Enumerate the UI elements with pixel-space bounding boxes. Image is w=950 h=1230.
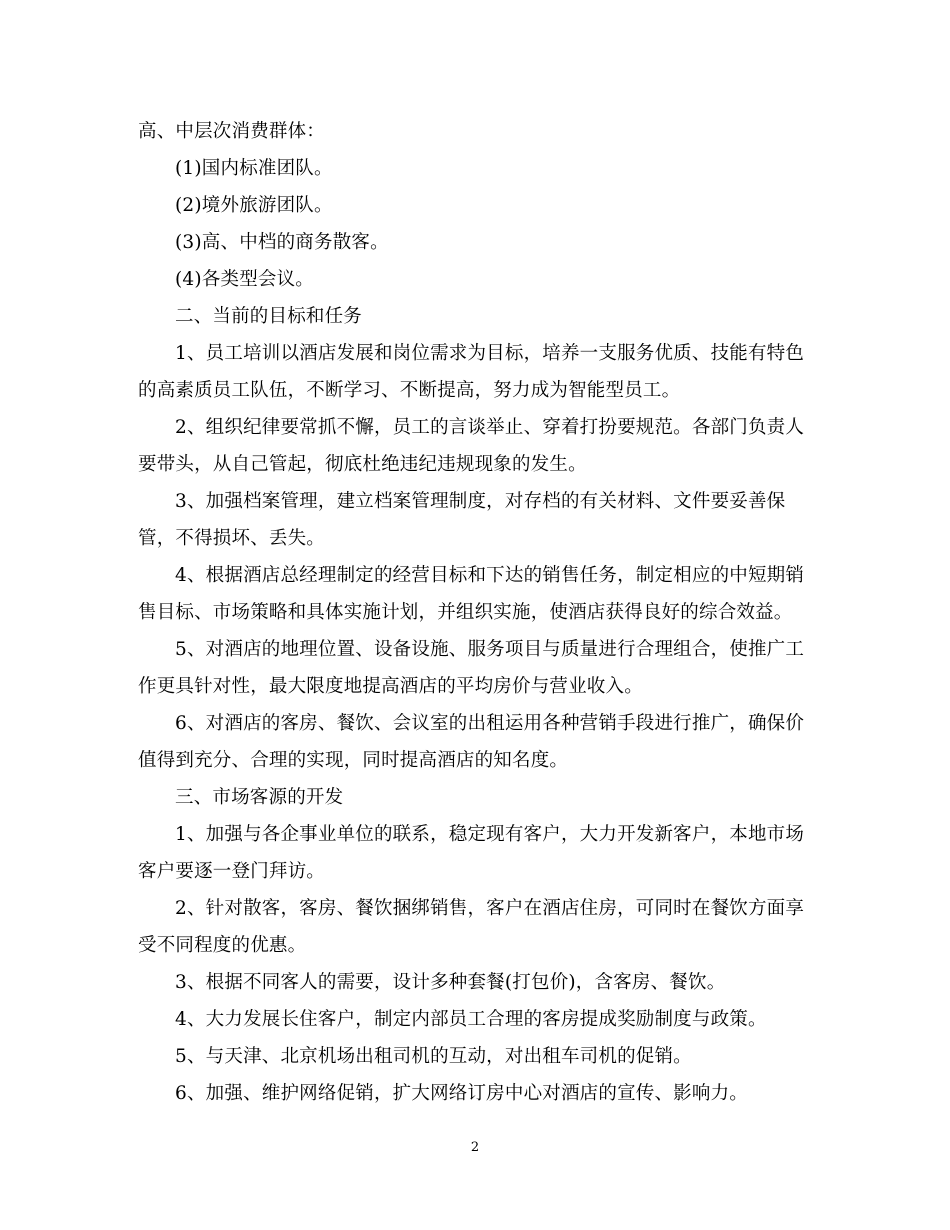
text-line: 二、当前的目标和任务 xyxy=(175,306,363,327)
paragraph xyxy=(138,150,810,187)
text-line: 客户要逐一登门拜访。 xyxy=(138,861,326,882)
paragraph xyxy=(138,705,810,779)
text-line: 5、与天津、北京机场出租司机的互动，对出租车司机的促销。 xyxy=(175,1046,692,1067)
text-line: 1、加强与各企事业单位的联系，稳定现有客户，大力开发新客户，本地市场 xyxy=(175,824,805,845)
document-body xyxy=(138,113,810,1112)
text-line: 3、加强档案管理，建立档案管理制度，对存档的有关材料、文件要妥善保 xyxy=(175,491,786,512)
text-line: 3、根据不同客人的需要，设计多种套餐(打包价)，含客房、餐饮。 xyxy=(175,972,726,993)
paragraph xyxy=(138,409,810,483)
text-line: 值得到充分、合理的实现，同时提高酒店的知名度。 xyxy=(138,750,569,771)
text-line: 2、组织纪律要常抓不懈，员工的言谈举止、穿着打扮要规范。各部门负责人 xyxy=(175,417,805,438)
paragraph xyxy=(138,483,810,557)
paragraph xyxy=(138,113,810,150)
text-line: 管，不得损坏、丢失。 xyxy=(138,528,326,549)
text-line: (4)各类型会议。 xyxy=(175,269,315,290)
paragraph xyxy=(138,779,810,816)
paragraph xyxy=(138,224,810,261)
paragraph xyxy=(138,298,810,335)
text-line: 的高素质员工队伍，不断学习、不断提高，努力成为智能型员工。 xyxy=(138,380,681,401)
paragraph xyxy=(138,1075,810,1112)
text-line: 要带头，从自己管起，彻底杜绝违纪违规现象的发生。 xyxy=(138,454,587,475)
paragraph xyxy=(138,964,810,1001)
text-line: 6、对酒店的客房、餐饮、会议室的出租运用各种营销手段进行推广，确保价 xyxy=(175,713,805,734)
paragraph xyxy=(138,816,810,890)
text-line: 售目标、市场策略和具体实施计划，并组织实施，使酒店获得良好的综合效益。 xyxy=(138,602,793,623)
page-number: 2 xyxy=(470,1140,480,1155)
paragraph xyxy=(138,890,810,964)
text-line: (2)境外旅游团队。 xyxy=(175,195,333,216)
text-line: 6、加强、维护网络促销，扩大网络订房中心对酒店的宣传、影响力。 xyxy=(175,1083,748,1104)
paragraph xyxy=(138,1038,810,1075)
text-line: 4、大力发展长住客户，制定内部员工合理的客房提成奖励制度与政策。 xyxy=(175,1009,767,1030)
text-line: 作更具针对性，最大限度地提高酒店的平均房价与营业收入。 xyxy=(138,676,643,697)
paragraph xyxy=(138,335,810,409)
paragraph xyxy=(138,631,810,705)
text-line: 4、根据酒店总经理制定的经营目标和下达的销售任务，制定相应的中短期销 xyxy=(175,565,805,586)
text-line: 受不同程度的优惠。 xyxy=(138,935,307,956)
text-line: 2、针对散客，客房、餐饮捆绑销售，客户在酒店住房，可同时在餐饮方面享 xyxy=(175,898,805,919)
text-line: 5、对酒店的地理位置、设备设施、服务项目与质量进行合理组合，使推广工 xyxy=(175,639,805,660)
text-line: 高、中层次消费群体： xyxy=(138,121,326,142)
text-line: (3)高、中档的商务散客。 xyxy=(175,232,389,253)
text-line: (1)国内标准团队。 xyxy=(175,158,333,179)
paragraph xyxy=(138,261,810,298)
paragraph xyxy=(138,187,810,224)
text-line: 1、员工培训以酒店发展和岗位需求为目标，培养一支服务优质、技能有特色 xyxy=(175,343,805,364)
paragraph xyxy=(138,1001,810,1038)
paragraph xyxy=(138,557,810,631)
text-line: 三、市场客源的开发 xyxy=(175,787,344,808)
